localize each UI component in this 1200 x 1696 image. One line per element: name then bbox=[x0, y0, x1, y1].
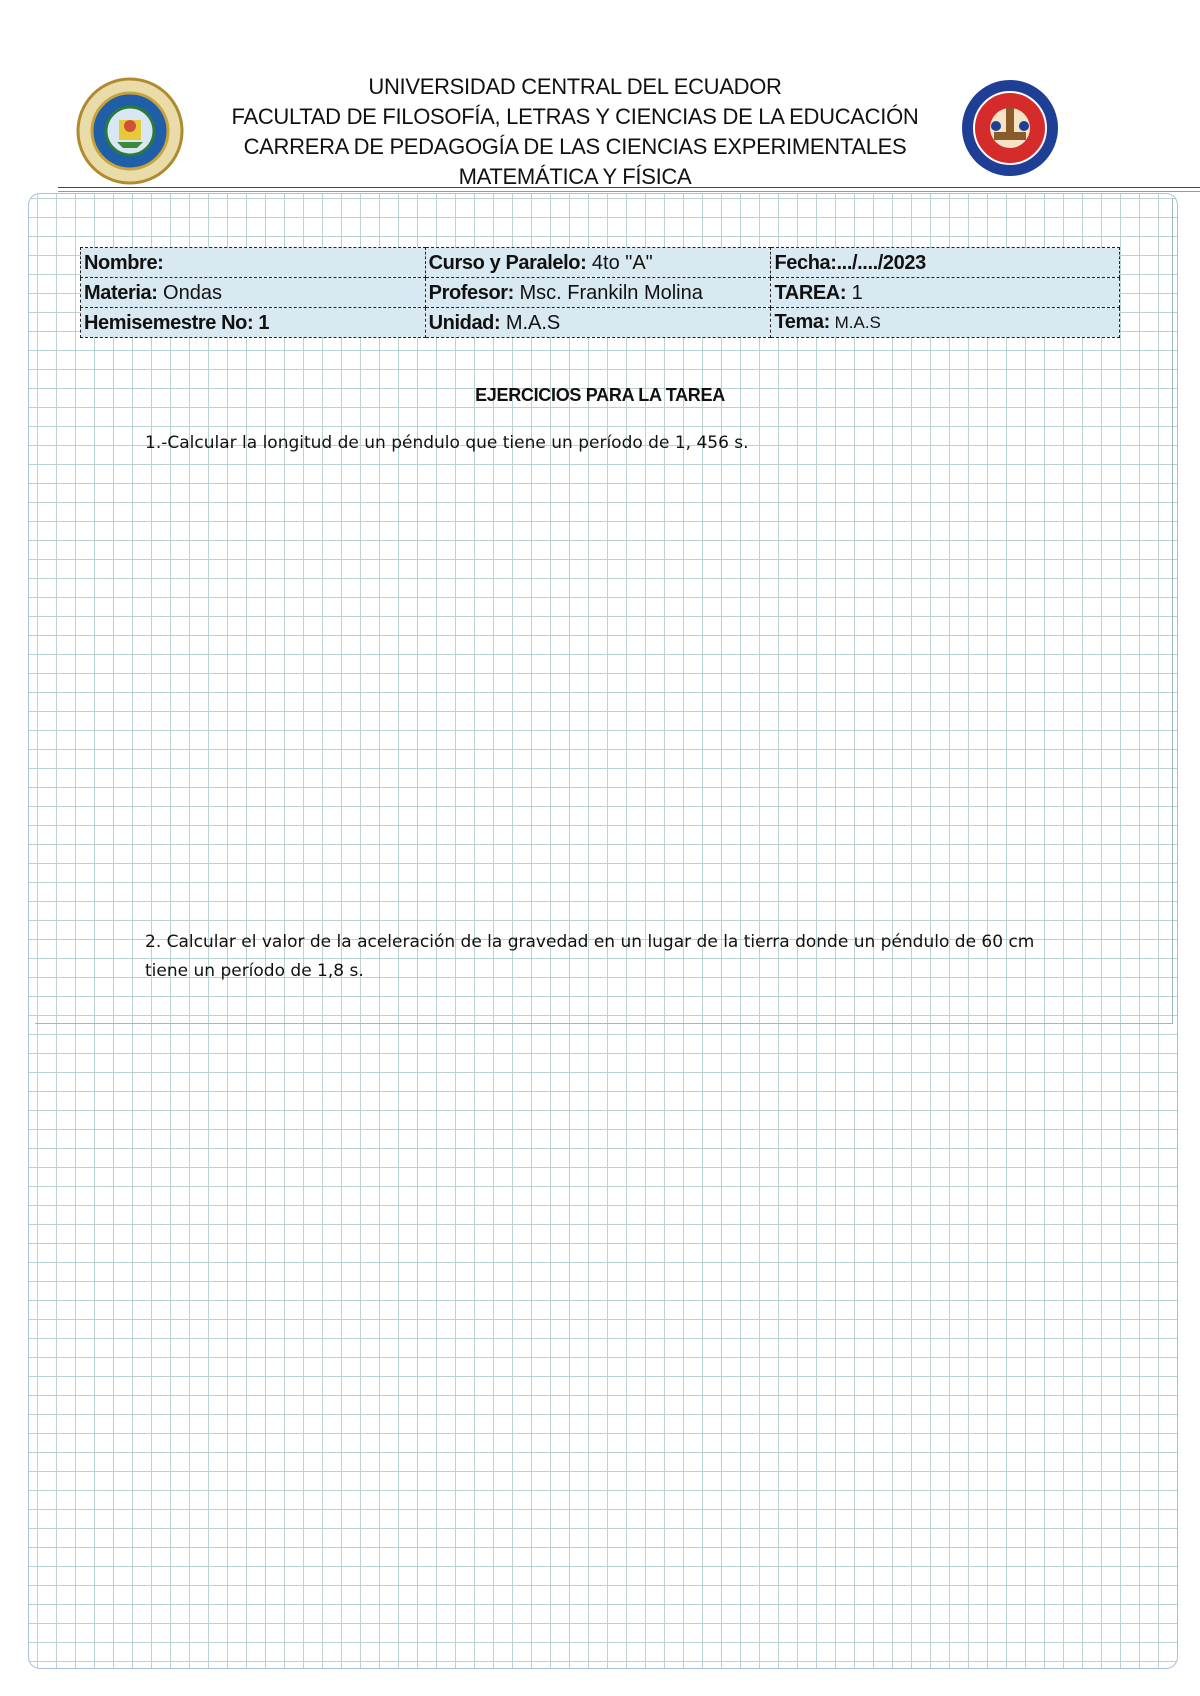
header-divider-thin bbox=[58, 191, 1200, 192]
institution-title bbox=[230, 72, 920, 192]
name-cell[interactable] bbox=[81, 248, 426, 278]
teacher-cell bbox=[425, 278, 771, 308]
course-cell bbox=[425, 248, 771, 278]
unit-cell bbox=[425, 308, 771, 338]
assignment-label: TAREA: bbox=[774, 281, 847, 304]
university-seal-logo bbox=[75, 76, 185, 186]
topic-label: Tema: bbox=[774, 311, 830, 333]
date-cell[interactable] bbox=[771, 248, 1120, 278]
unit-label: Unidad: bbox=[428, 311, 501, 334]
faculty-name: FACULTAD DE FILOSOFÍA, LETRAS Y CIENCIAS DE LA EDUCACIÓN bbox=[231, 104, 919, 129]
document-header bbox=[0, 70, 1200, 190]
topic-cell bbox=[771, 308, 1120, 338]
exercises-heading: EJERCICIOS PARA LA TAREA bbox=[475, 385, 725, 405]
unit-value: M.A.S bbox=[500, 311, 561, 334]
assignment-cell bbox=[771, 278, 1120, 308]
table-row bbox=[81, 248, 1120, 278]
subject-cell bbox=[81, 278, 426, 308]
teacher-label: Profesor: bbox=[428, 281, 514, 304]
term-label: Hemisemestre No: 1 bbox=[84, 311, 270, 334]
course-value: 4to "A" bbox=[586, 251, 653, 274]
teacher-value: Msc. Frankiln Molina bbox=[513, 281, 703, 304]
subject-label: Materia: bbox=[84, 281, 158, 304]
exercise-2: 2. Calcular el valor de la aceleración de la gravedad en un lugar de la tierra donde un péndulo de 60 cm tiene un período de 1,8 s. bbox=[145, 932, 1035, 981]
term-cell bbox=[81, 308, 426, 338]
topic-value: M.A.S bbox=[829, 313, 881, 332]
table-row bbox=[81, 308, 1120, 338]
student-info-table bbox=[80, 247, 1120, 338]
date-label: Fecha:.../..../2023 bbox=[774, 251, 926, 274]
subject-value: Ondas bbox=[157, 281, 222, 304]
program-name: MATEMÁTICA Y FÍSICA bbox=[458, 164, 692, 189]
header-divider bbox=[58, 187, 1200, 188]
career-name: CARRERA DE PEDAGOGÍA DE LAS CIENCIAS EXPERIMENTALES bbox=[243, 134, 907, 159]
university-name: UNIVERSIDAD CENTRAL DEL ECUADOR bbox=[368, 74, 782, 99]
table-row bbox=[81, 278, 1120, 308]
exercise-1: 1.-Calcular la longitud de un péndulo que tiene un período de 1, 456 s. bbox=[145, 433, 749, 453]
faculty-seal-logo bbox=[960, 78, 1060, 178]
assignment-value: 1 bbox=[846, 281, 863, 304]
name-label: Nombre: bbox=[84, 251, 164, 274]
course-label: Curso y Paralelo: bbox=[428, 251, 587, 274]
